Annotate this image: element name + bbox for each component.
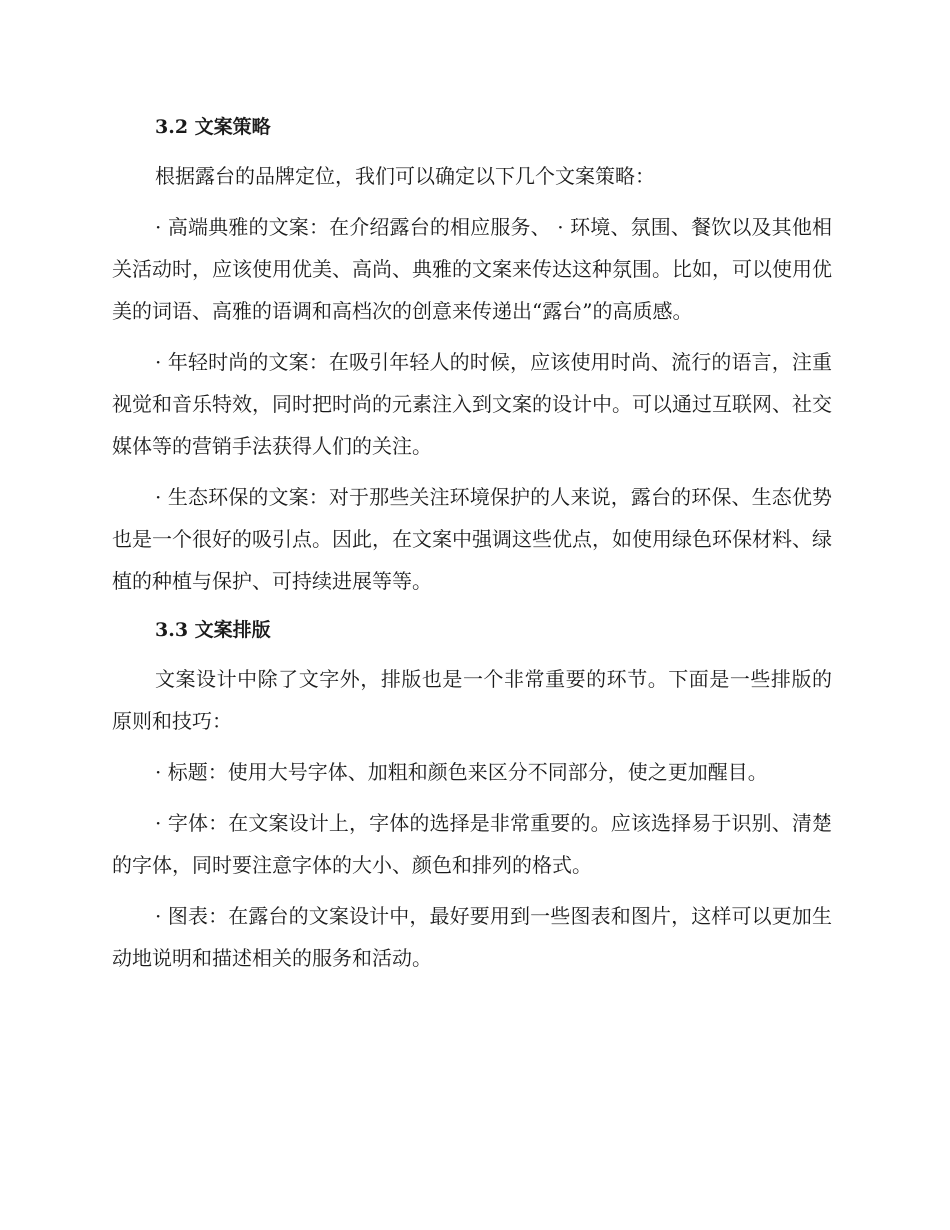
- layout-item-title: · 标题：使用大号字体、加粗和颜色来区分不同部分，使之更加醒目。: [155, 760, 768, 784]
- section-heading-3-3: 3.3 文案排版: [155, 619, 271, 641]
- strategy-item-trendy: · 年轻时尚的文案：在吸引年轻人的时候，应该使用时尚、流行的语言，注重视觉和音乐特效，同时把时尚的元素注入到文案的设计中。可以通过互联网、社交媒体等的营销手法获得人们的关注。: [112, 350, 832, 458]
- strategy-item-elegant: · 高端典雅的文案：在介绍露台的相应服务、 · 环境、氛围、餐饮以及其他相关活动时，应该使用优美、高尚、典雅的文案来传达这种氛围。比如，可以使用优美的词语、高雅的语调和高档次的创意来传递出“露台”的高质感。: [112, 215, 832, 323]
- section-3-3-intro: 文案设计中除了文字外，排版也是一个非常重要的环节。下面是一些排版的原则和技巧：: [112, 667, 832, 733]
- section-heading-3-2: 3.2 文案策略: [155, 116, 271, 138]
- section-3-2-intro: 根据露台的品牌定位，我们可以确定以下几个文案策略：: [155, 164, 655, 188]
- document-page: [112, 108, 832, 988]
- strategy-item-eco: · 生态环保的文案：对于那些关注环境保护的人来说，露台的环保、生态优势也是一个很好的吸引点。因此，在文案中强调这些优点，如使用绿色环保材料、绿植的种植与保护、可持续进展等等。: [112, 485, 832, 593]
- layout-item-font: · 字体：在文案设计上，字体的选择是非常重要的。应该选择易于识别、清楚的字体，同时要注意字体的大小、颜色和排列的格式。: [112, 811, 832, 877]
- layout-item-chart: · 图表：在露台的文案设计中，最好要用到一些图表和图片，这样可以更加生动地说明和描述相关的服务和活动。: [112, 904, 832, 970]
